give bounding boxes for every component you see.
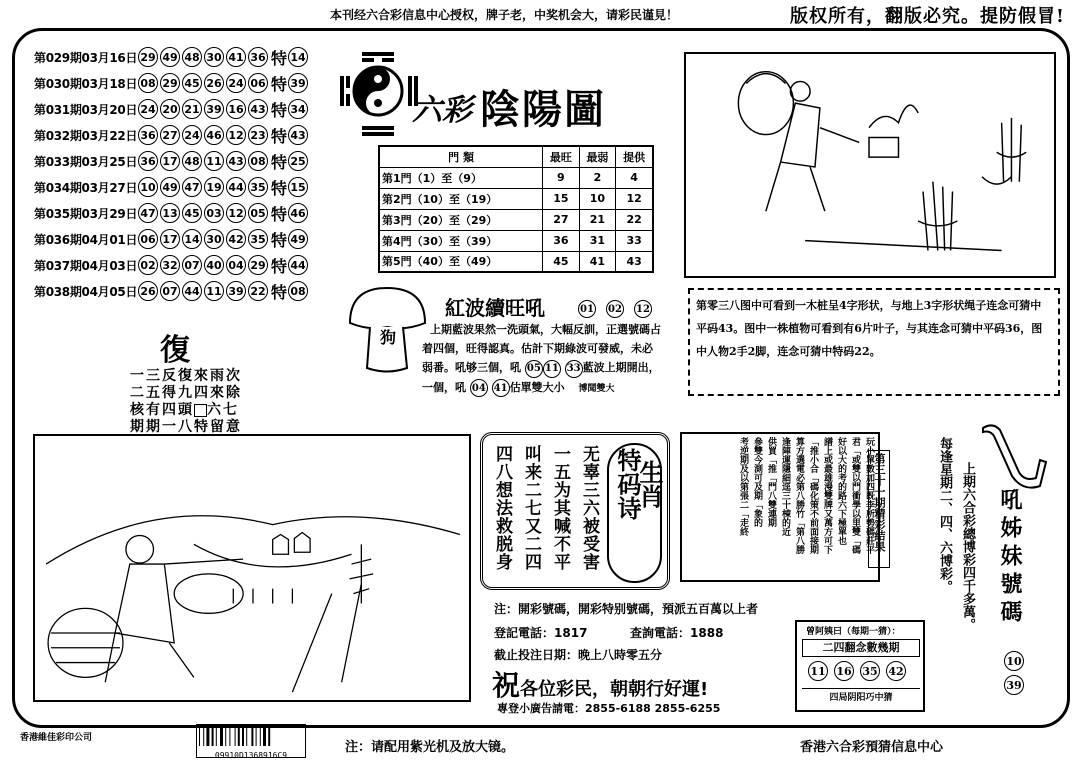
news-col: 供買「推「門八雙連期	[766, 437, 776, 527]
red-text-4a: 一個，吼	[422, 380, 466, 394]
query-number: 1888	[690, 626, 724, 640]
info-note: 注：開彩號碼，開彩特别號碼，預派五百萬以上者	[494, 602, 759, 616]
record-ball: 35	[248, 177, 268, 197]
fu-line-2: 二五得九四來除	[130, 385, 242, 401]
red-text-3	[422, 358, 680, 378]
record-ball: 24	[226, 73, 246, 93]
record-ball: 24	[182, 125, 202, 145]
door-cell: 2	[579, 167, 616, 188]
illustration-farmer-landscape	[33, 434, 471, 702]
record-period: 第038期04月05日	[34, 284, 138, 299]
barcode	[196, 724, 306, 758]
bagua-icon	[342, 54, 416, 134]
record-period: 第036期04月01日	[34, 232, 138, 247]
door-cell: 第5門（40）至（49）	[379, 251, 543, 272]
record-period: 第035期03月29日	[34, 206, 138, 221]
record-ball: 48	[182, 47, 202, 67]
special-ball: 44	[288, 255, 308, 275]
red-wave-title: 紅波續旺吼	[445, 296, 545, 320]
aunt-ball-4: 42	[886, 661, 906, 681]
barcode-bars-icon	[197, 725, 305, 747]
record-ball: 44	[182, 281, 202, 301]
news-col: 參雙今測可及期「象的	[752, 437, 762, 527]
illustration-wood-gatherer	[684, 52, 1056, 278]
picture-explanation: 第零三八图中可看到一木桩呈4字形状，与地上3字形状绳子连念可猜中平码43。图中一株植物可看到有6片叶子，与其连念可猜中平码36，图中人物2手2脚，连念可猜中特码22。	[688, 288, 1060, 396]
red-text-3b: 藍波上期開出，	[582, 361, 660, 374]
aunt-title: 曾阿姨曰（每期一猜）：	[806, 627, 901, 637]
aunt-ball-3: 35	[860, 661, 880, 681]
title-prefix: 六彩	[412, 93, 472, 128]
record-row	[34, 227, 324, 251]
record-ball: 22	[248, 281, 268, 301]
record-period: 第029期03月16日	[34, 50, 138, 65]
record-ball: 24	[138, 99, 158, 119]
news-col: 玩小單數加四既李所勢碼莊平	[864, 437, 874, 554]
record-period: 第037期04月03日	[34, 258, 138, 273]
door-cell: 43	[616, 251, 653, 272]
special-label: 特	[271, 48, 288, 68]
news-col: 「推小合「碼化策不前面接期	[808, 437, 818, 554]
top-notice: 本刊经六合彩信息中心授权，牌子老，中奖机会大，请彩民谨見！	[330, 8, 679, 22]
record-ball: 40	[204, 255, 224, 275]
record-period: 第030期03月18日	[34, 76, 138, 91]
door-cell: 15	[543, 188, 580, 209]
record-ball: 13	[160, 203, 180, 223]
aunt-ball-1: 11	[808, 661, 828, 681]
door-row	[379, 251, 653, 272]
record-ball: 47	[182, 177, 202, 197]
fu-line-4: 期期一八特留意	[130, 419, 242, 435]
header-hot: 最旺	[543, 146, 580, 167]
special-label: 特	[271, 74, 288, 94]
red-ball-3: 12	[634, 300, 652, 318]
door-cell: 31	[579, 230, 616, 251]
news-box	[680, 432, 880, 582]
red-text-3a: 弱番。吼够三個，吼	[422, 361, 521, 374]
news-col: 好以大的考的路六下極單也	[836, 437, 846, 545]
empty-box-icon	[194, 404, 207, 417]
red-credit: 博聞雙大	[578, 383, 615, 394]
record-ball: 23	[248, 125, 268, 145]
record-ball: 26	[138, 281, 158, 301]
aunt-ball-2: 16	[834, 661, 854, 681]
door-row	[379, 209, 653, 230]
record-ball: 43	[226, 151, 246, 171]
record-ball: 30	[204, 229, 224, 249]
mushroom-label: 狗	[380, 328, 397, 347]
reg-label: 登記電話：	[494, 626, 555, 640]
reg-phone	[494, 624, 587, 641]
record-ball: 39	[226, 281, 246, 301]
special-ball: 08	[288, 281, 308, 301]
special-ball: 39	[288, 73, 308, 93]
page-title: 陰陽圖	[480, 87, 606, 133]
ad-line: 專登小廣告請電：2855-6188 2855-6255	[497, 702, 721, 715]
copyright-notice: 版权所有，翻版必究。提防假冒!	[790, 6, 1065, 27]
record-ball: 08	[138, 73, 158, 93]
record-ball: 29	[138, 47, 158, 67]
door-cell: 22	[616, 209, 653, 230]
red-text-1: 上期藍波果然一洗頭氣，大幅反訓，正選號碼占	[430, 323, 661, 336]
aunt-balls	[808, 661, 908, 681]
record-ball: 14	[182, 229, 202, 249]
oval-text-2: 特码诗	[613, 448, 642, 520]
poem-col-3: 叫来二七又二四	[521, 445, 541, 571]
record-ball: 19	[204, 177, 224, 197]
special-ball: 49	[288, 229, 308, 249]
record-ball: 45	[182, 203, 202, 223]
red-t3-ball-3: 33	[565, 360, 583, 378]
sisters-balls	[1004, 651, 1026, 695]
record-ball: 46	[204, 125, 224, 145]
red-wave-text	[422, 320, 680, 399]
record-period: 第032期03月22日	[34, 128, 138, 143]
record-ball: 12	[226, 203, 246, 223]
last-period-notice: 上期六合彩總博彩四千多萬。	[960, 462, 975, 631]
printer-name: 香港維佳彩印公司	[20, 733, 93, 743]
news-col: 考逆期及以第張二「走終	[738, 437, 748, 536]
record-ball: 42	[226, 229, 246, 249]
special-ball: 25	[288, 151, 308, 171]
record-row	[34, 175, 324, 199]
red-text-2: 着四個，旺得認真。估計下期綠波可發威，未必	[422, 342, 653, 355]
door-row	[379, 188, 653, 209]
record-ball: 29	[160, 73, 180, 93]
saxophone-icon	[978, 420, 1048, 490]
fu-line-3a: 核有四頭	[130, 402, 194, 418]
door-cell: 10	[579, 188, 616, 209]
aunt-line: 二四翻念數幾期	[802, 639, 920, 657]
record-ball: 26	[204, 73, 224, 93]
special-label: 特	[271, 230, 288, 250]
record-ball: 06	[248, 73, 268, 93]
door-table	[378, 145, 654, 273]
door-cell: 9	[543, 167, 580, 188]
record-ball: 43	[248, 99, 268, 119]
poem-col-4: 四八想法救脱身	[492, 445, 512, 571]
record-ball: 45	[182, 73, 202, 93]
special-label: 特	[271, 178, 288, 198]
news-col: 逢陣運隱細逕三十棟的近	[780, 437, 790, 536]
record-ball: 41	[226, 47, 246, 67]
query-label: 查詢電話：	[630, 626, 691, 640]
header-weak: 最弱	[579, 146, 616, 167]
record-ball: 29	[248, 255, 268, 275]
record-ball: 04	[226, 255, 246, 275]
special-label: 特	[271, 126, 288, 146]
oval-text-1: 生肖	[635, 460, 664, 508]
news-col: 譜上或最雄漫雙牌又萬方可下	[822, 437, 832, 554]
special-ball: 14	[288, 47, 308, 67]
news-col: 算方選電必第八勝竹「第八勝	[794, 437, 804, 554]
deadline: 截止投注日期：晚上八時零五分	[494, 648, 663, 662]
record-period: 第033期03月25日	[34, 154, 138, 169]
special-label: 特	[271, 100, 288, 120]
special-label: 特	[271, 256, 288, 276]
sisters-ball-2: 39	[1004, 675, 1024, 695]
aunt-footer: 四局阴阳巧中猜	[802, 688, 920, 706]
record-ball: 47	[138, 203, 158, 223]
poem-col-2: 一五为其喊不平	[550, 445, 570, 571]
record-row	[34, 123, 324, 147]
record-ball: 48	[182, 151, 202, 171]
door-table-header	[379, 146, 653, 167]
door-cell: 4	[616, 167, 653, 188]
record-ball: 02	[138, 255, 158, 275]
record-ball: 39	[204, 99, 224, 119]
record-ball: 32	[160, 255, 180, 275]
red-ball-1: 01	[578, 300, 596, 318]
sisters-ball-1: 10	[1004, 651, 1024, 671]
special-ball: 15	[288, 177, 308, 197]
record-ball: 36	[138, 151, 158, 171]
fu-title: 復	[160, 333, 190, 368]
door-cell: 12	[616, 188, 653, 209]
record-ball: 07	[160, 281, 180, 301]
door-row	[379, 230, 653, 251]
footer-note: 注：请配用紫光机及放大镜。	[345, 740, 515, 755]
door-cell: 41	[579, 251, 616, 272]
fu-line-1: 一三反復來雨次	[130, 368, 242, 384]
record-ball: 11	[204, 281, 224, 301]
poem-col-1: 无辜三六被受害	[579, 445, 599, 571]
poem-columns	[490, 445, 602, 571]
red-t4-ball-2: 41	[492, 379, 510, 397]
record-ball: 44	[226, 177, 246, 197]
record-ball: 05	[248, 203, 268, 223]
sisters-title: 吼姊妹號碼	[997, 488, 1023, 628]
record-period: 第031期03月20日	[34, 102, 138, 117]
record-ball: 16	[226, 99, 246, 119]
door-row	[379, 167, 653, 188]
fu-poem	[130, 368, 242, 436]
record-ball: 35	[248, 229, 268, 249]
fu-line-3b: 六七	[207, 402, 239, 418]
red-text-4b: 估單雙大小	[509, 380, 565, 394]
weekly-notice: 每逢星期二、四、六博彩。	[937, 437, 952, 593]
door-cell: 33	[616, 230, 653, 251]
record-ball: 36	[248, 47, 268, 67]
special-ball: 46	[288, 203, 308, 223]
special-ball: 34	[288, 99, 308, 119]
reg-number: 1817	[554, 626, 588, 640]
record-ball: 10	[138, 177, 158, 197]
door-cell: 第4門（30）至（39）	[379, 230, 543, 251]
header-offer: 提供	[616, 146, 653, 167]
news-side-label: 第三十一期精彩結果	[868, 450, 890, 568]
special-label: 特	[271, 204, 288, 224]
fu-line-3	[130, 402, 242, 419]
query-phone	[630, 624, 723, 641]
record-ball: 20	[160, 99, 180, 119]
door-cell: 21	[579, 209, 616, 230]
record-ball: 12	[226, 125, 246, 145]
door-cell: 27	[543, 209, 580, 230]
special-label: 特	[271, 282, 288, 302]
red-wave-balls	[578, 300, 652, 318]
door-cell: 第1門（1）至（9）	[379, 167, 543, 188]
record-row	[34, 279, 324, 303]
record-ball: 06	[138, 229, 158, 249]
record-ball: 30	[204, 47, 224, 67]
barcode-number: 09910D1368916C9	[214, 751, 288, 760]
door-cell: 45	[543, 251, 580, 272]
record-row	[34, 71, 324, 95]
red-t3-ball-2: 11	[543, 360, 561, 378]
record-row	[34, 45, 324, 69]
record-period: 第034期03月27日	[34, 180, 138, 195]
record-ball: 49	[160, 47, 180, 67]
red-t4-ball-1: 04	[470, 379, 488, 397]
record-ball: 17	[160, 229, 180, 249]
wish-line	[492, 664, 708, 704]
red-text-4	[422, 378, 680, 399]
news-col: 君「或雙以門衝學以里雙「碼	[850, 437, 860, 554]
record-ball: 08	[248, 151, 268, 171]
record-ball: 27	[160, 125, 180, 145]
footer-center: 香港六合彩預猜信息中心	[800, 740, 944, 755]
record-row	[34, 149, 324, 173]
record-ball: 49	[160, 177, 180, 197]
door-cell: 第3門（20）至（29）	[379, 209, 543, 230]
door-cell: 36	[543, 230, 580, 251]
header-door: 門 類	[379, 146, 543, 167]
record-ball: 17	[160, 151, 180, 171]
record-row	[34, 253, 324, 277]
record-row	[34, 201, 324, 225]
wish-big: 祝	[492, 669, 521, 702]
record-ball: 36	[138, 125, 158, 145]
wish-text: 各位彩民，朝朝行好運!	[520, 679, 709, 700]
record-ball: 21	[182, 99, 202, 119]
red-t3-ball-1: 05	[525, 360, 543, 378]
door-cell: 第2門（10）至（19）	[379, 188, 543, 209]
special-ball: 43	[288, 125, 308, 145]
record-ball: 03	[204, 203, 224, 223]
red-ball-2: 02	[606, 300, 624, 318]
record-row	[34, 97, 324, 121]
record-ball: 11	[204, 151, 224, 171]
special-label: 特	[271, 152, 288, 172]
record-ball: 07	[182, 255, 202, 275]
